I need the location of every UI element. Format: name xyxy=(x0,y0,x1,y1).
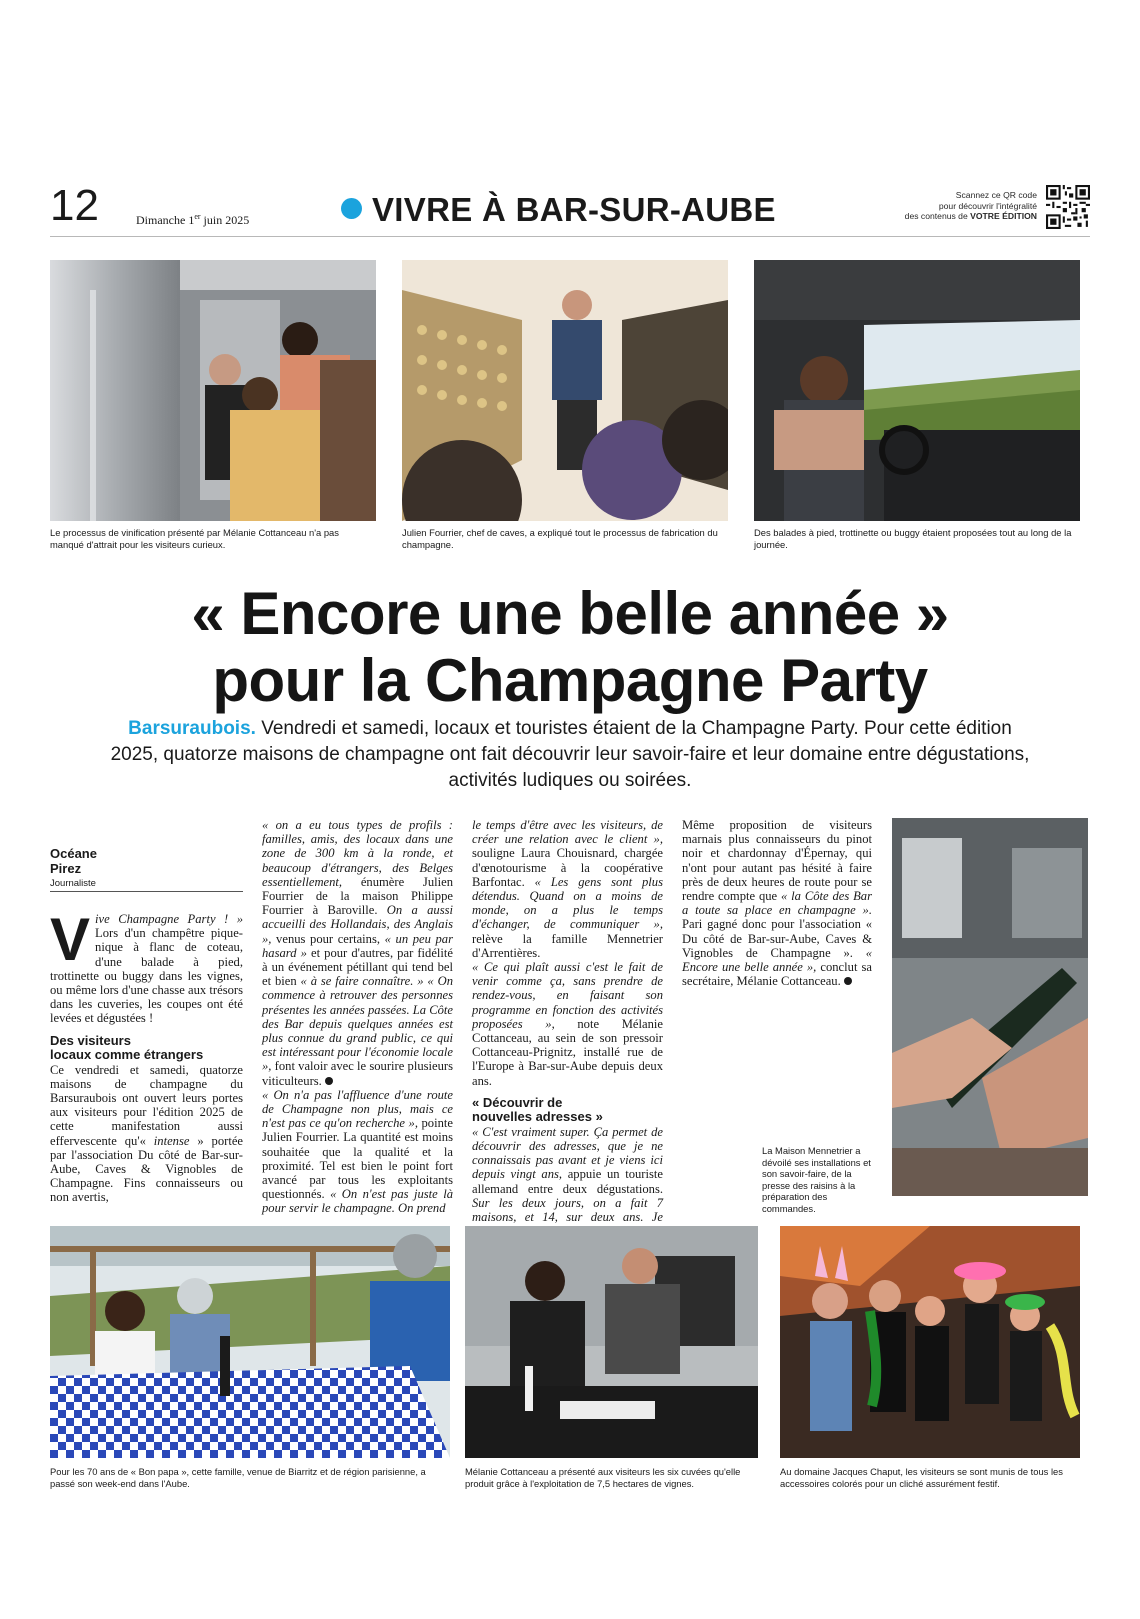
headline: « Encore une belle année » pour la Champagne Party xyxy=(191,580,949,714)
section-title: VIVRE À BAR-SUR-AUBE xyxy=(372,191,776,228)
paragraph-end-icon xyxy=(325,1077,333,1085)
qr-instructions: Scannez ce QR code pour découvrir l'intégralité des contenus de VOTRE ÉDITION xyxy=(904,190,1037,221)
section-dot-icon xyxy=(341,198,362,219)
caption-bottle: La Maison Mennetrier a dévoilé ses installations et son savoir-faire, de la presse des raisins à la préparation des commandes. xyxy=(762,1145,871,1214)
article-end-icon xyxy=(844,977,852,985)
subhead-visitors: Des visiteurs locaux comme étrangers xyxy=(50,1032,204,1062)
author-rule xyxy=(50,891,243,892)
lead-paragraph: Barsuraubois. Vendredi et samedi, locaux et touristes étaient de la Champagne Party. Pour cette édition 2025, quatorze maisons de champagne ont fait découvrir leur savoir-faire et leur domaine entre dégustations, activités ludiques ou soirées. xyxy=(110,718,1030,791)
article-column-1: Vive Champagne Party ! » Lors d'un champêtre pique-nique à flanc de coteau, d'une balade à pied, trottinette ou buggy dans les vignes, ou même lors d'une chasse aux trésors dans les cuveries, les coupes ont été levées et dégustées ! Des visiteurs locaux comme étrangers Ce vendredi et samedi, quatorze maisons de champagne du Barsuraubois ont ouvert leurs portes aux visiteurs pour l'édition 2025 de cette manifestation aussi effervescente qu'« intense » portée par l'association Du côté de Bar-sur-Aube, Caves & Vignobles de Champagne. Fins connaisseurs ou non avertis, xyxy=(50,906,243,1205)
article-column-3: le temps d'être avec les visiteurs, de créer une relation avec le client », souligne Laura Chouisnard, chargée d'œnotourisme à la coopérative Barfontac. « Les gens sont plus détendus. Quand on a moins de monde, on a plus le temps d'échanger, de communiquer », relève la famille Mennetrier d'Arrentières. « Ce qui plaît aussi c'est le fait de venir comme ça, sans prendre de rendez-vous, en faisant son programme en fonction des activités proposées », note Mélanie Cottanceau, au sein de son pressoir Cottanceau-Prignitz, installé rue de l'Europe à Bar-sur-Aube depuis deux ans. « Découvrir de nouvelles adresses » « C'est vraiment super. Ça permet de découvrir des adresses, que je ne connaissais pas avant et je viens ici depuis vingt ans, appuie un touriste allemand entre deux dégustations. Sur les deux jours, on a fait 7 maisons, et 14, sur deux ans. Je xyxy=(472,818,663,1225)
caption-vinification: Le processus de vinification présenté par Mélanie Cottanceau n'a pas manqué d'attrait pour les visiteurs curieux. xyxy=(50,527,339,550)
photo-buggy xyxy=(754,260,1080,521)
photo-vinification xyxy=(50,260,376,521)
caption-cellar: Julien Fourrier, chef de caves, a expliqué tout le processus de fabrication du champagne. xyxy=(402,527,718,550)
caption-picnic: Pour les 70 ans de « Bon papa », cette famille, venue de Biarritz et de région parisienne, a passé son week-end dans l'Aube. xyxy=(50,1466,426,1489)
caption-buggy: Des balades à pied, trottinette ou buggy étaient proposées tout au long de la journée. xyxy=(754,527,1072,550)
photo-tasting xyxy=(465,1226,758,1458)
photo-picnic xyxy=(50,1226,450,1458)
lead-kicker: Barsuraubois. xyxy=(128,718,256,739)
photo-bottle xyxy=(892,818,1088,1196)
subhead-discover: « Découvrir de nouvelles adresses » xyxy=(472,1094,603,1124)
drop-cap: V xyxy=(50,906,91,973)
qr-code-icon[interactable] xyxy=(1046,185,1090,229)
article-column-4: Même proposition de visiteurs marnais plus connaisseurs du pinot noir et chardonnay d'Épernay, qui n'ont pour autant pas hésité à faire près de deux heures de route pour se rendre compte que « la Côte des Bar a toute sa place en champagne ». Pari gagné donc pour l'association « Du côté de Bar-sur-Aube, Caves & Vignobles de Champagne ». « Encore une belle année », conclut sa secrétaire, Mélanie Cottanceau. xyxy=(682,818,872,989)
caption-festive: Au domaine Jacques Chaput, les visiteurs se sont munis de tous les accessoires colorés pour un cliché assurément festif. xyxy=(780,1466,1063,1489)
header-rule xyxy=(50,236,1090,237)
author-role: Journaliste xyxy=(50,878,96,889)
caption-tasting: Mélanie Cottanceau a présenté aux visiteurs les six cuvées qu'elle produit grâce à l'exploitation de 7,5 hectares de vignes. xyxy=(465,1466,741,1489)
page-number: 12 xyxy=(50,181,99,230)
author-name: Océane Pirez xyxy=(50,846,97,876)
photo-cellar xyxy=(402,260,728,521)
photo-festive xyxy=(780,1226,1080,1458)
issue-date: Dimanche 1er juin 2025 xyxy=(136,212,250,227)
article-column-2: « on a eu tous types de profils : familles, amis, des locaux dans une zone de 300 km à la ronde, et beaucoup d'étrangers, des Belges essentiellement, énumère Julien Fourrier de la maison Philippe Fourrier à Baroville. On a aussi accueilli des Hollandais, des Anglais », venus pour certains, « un peu par hasard » et pour d'autres, par fidélité à un événement pétillant qui tend bel et bien « à se faire connaître. » « On commence à retrouver des personnes présentes les années passées. La Côte des Bar depuis quelques années est plus connue du grand public, ce qui est intéressant pour l'économie locale », font valoir avec le sourire plusieurs viticulteurs. « On n'a pas l'affluence d'une route de Champagne non plus, mais ce n'est pas ce qu'on recherche », pointe Julien Fourrier. La quantité est moins souhaitée que la qualité et la proximité. Tel est bien le point fort avancé par tous les exploitants questionnés. « On n'est pas juste là pour servir le champagne. On prend xyxy=(262,818,454,1216)
